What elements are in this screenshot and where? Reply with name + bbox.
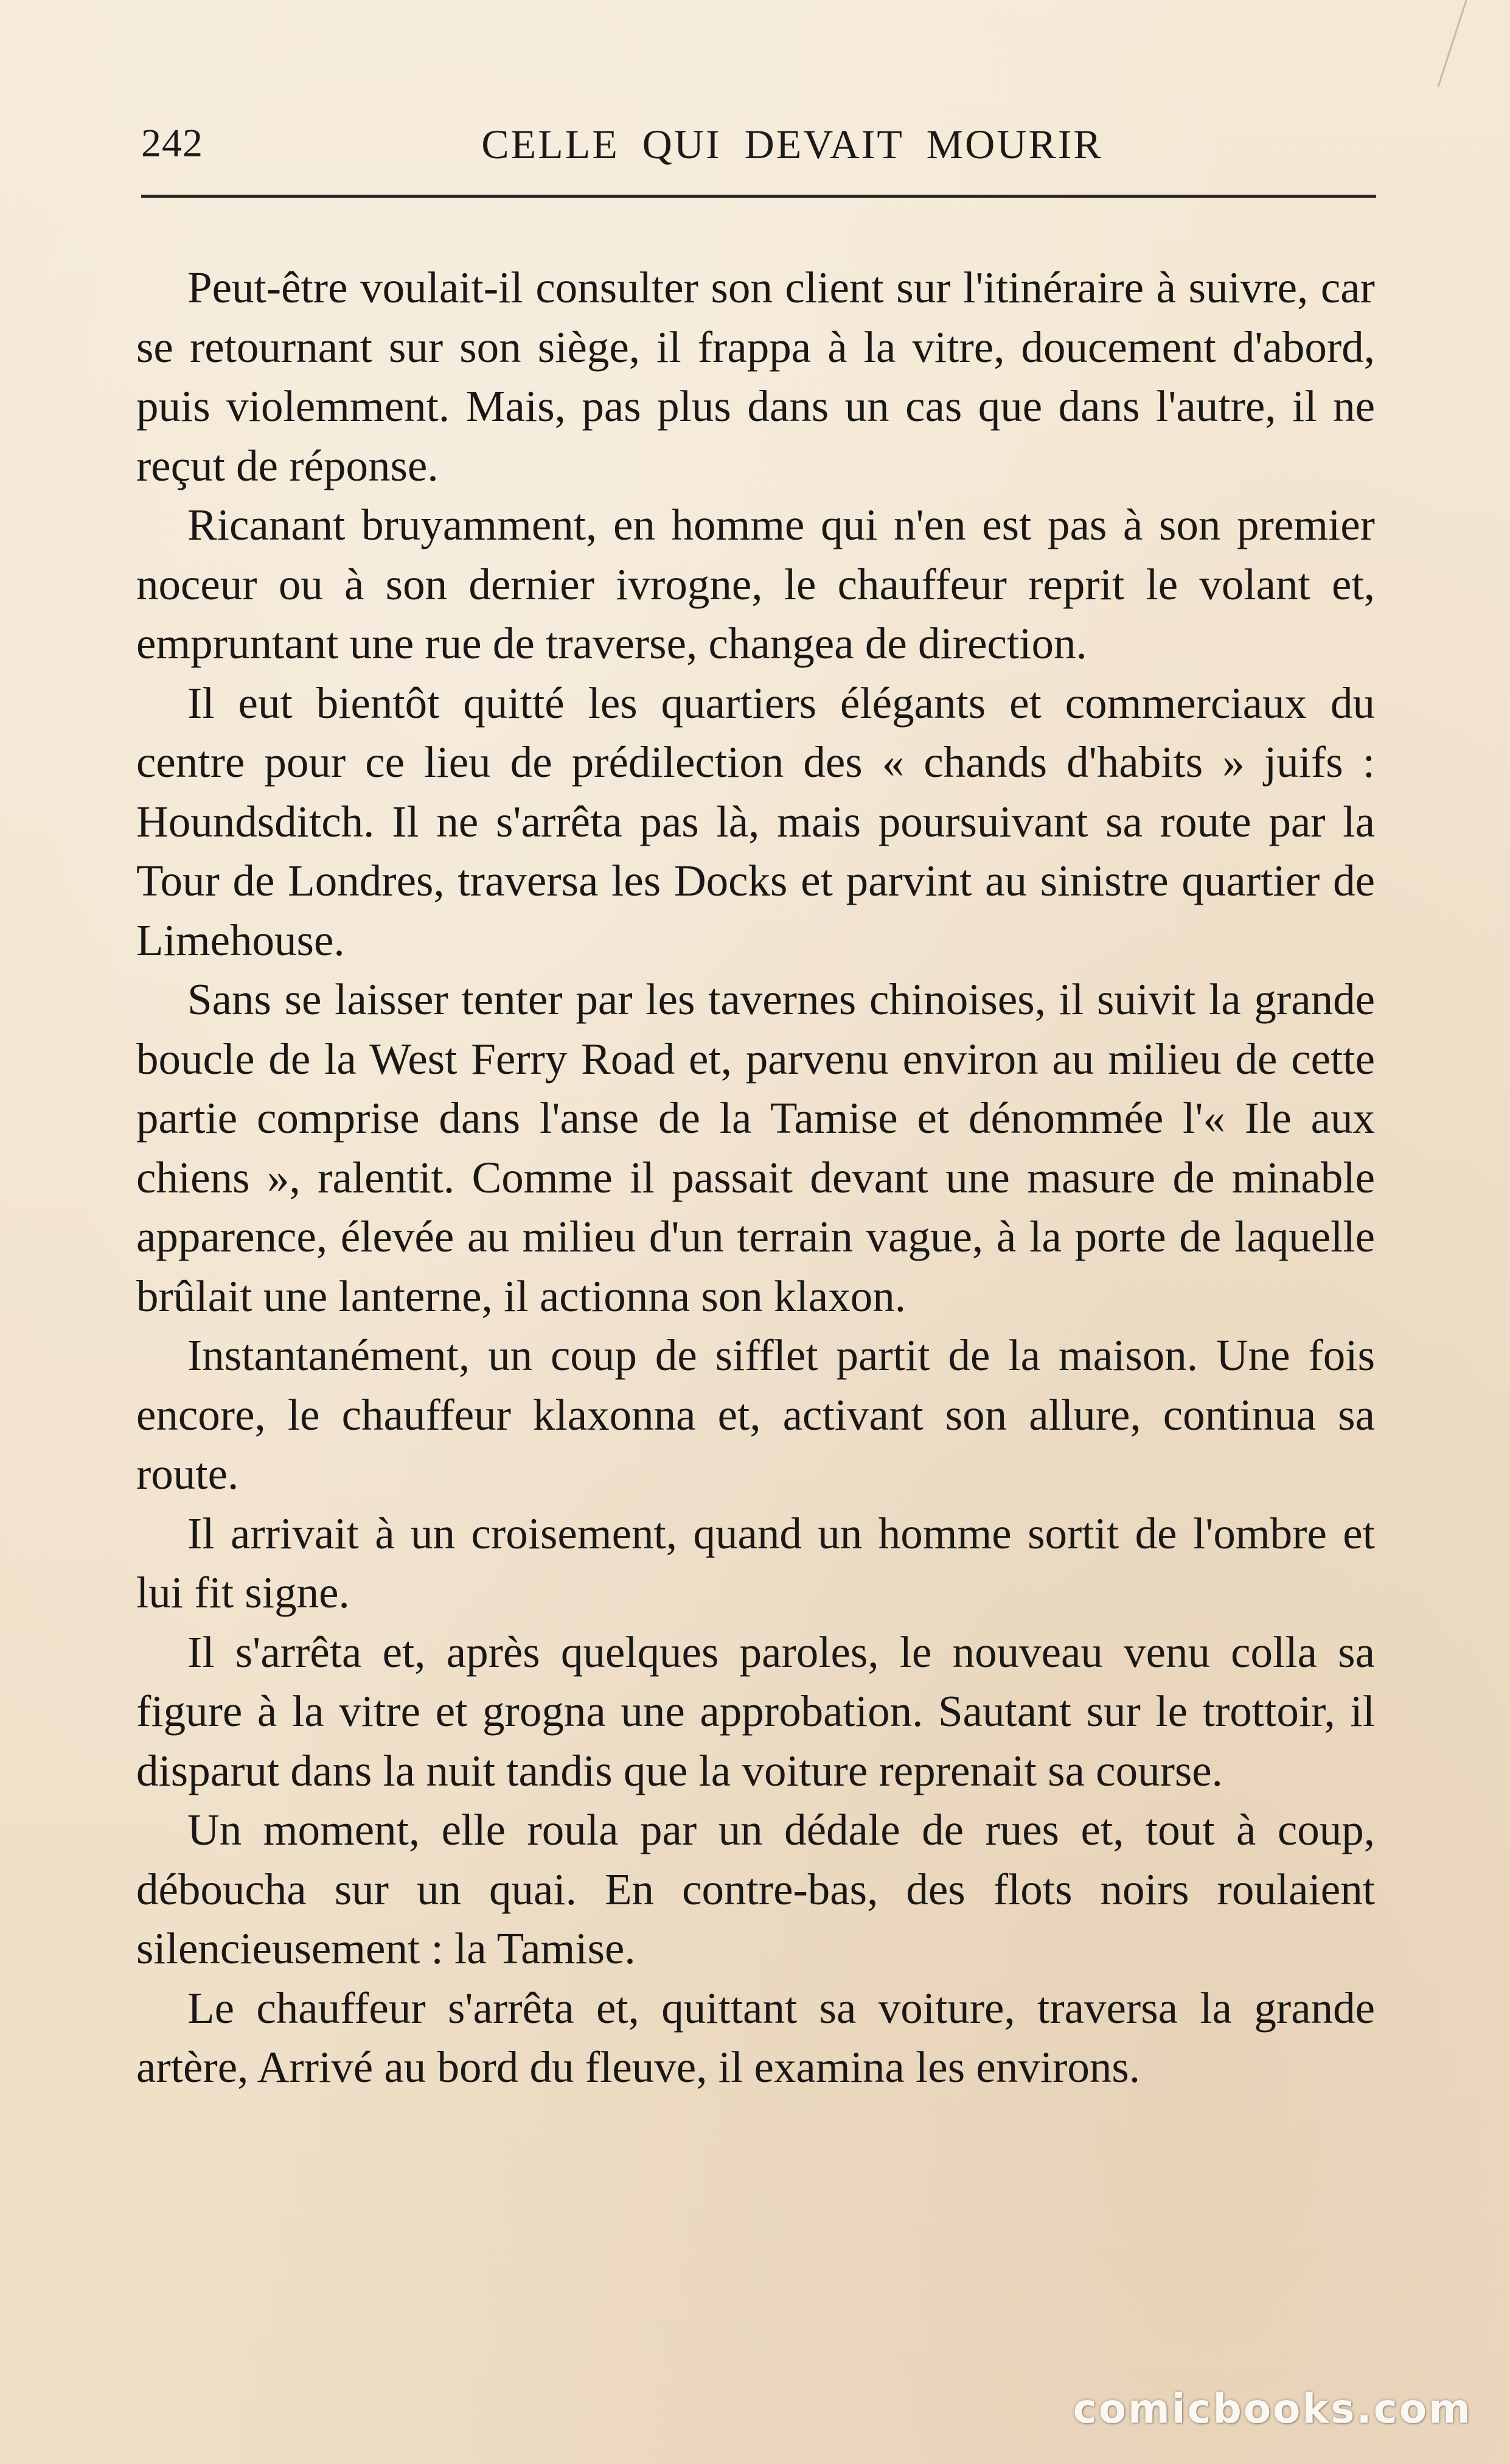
- paragraph: Il arrivait à un croisement, quand un homme sortit de l'ombre et lui fit signe.: [136, 1508, 1375, 1617]
- paragraph: Le chauffeur s'arrêta et, quittant sa voiture, traversa la grande artère, Arrivé au bord du fleuve, il examina les environs.: [136, 1983, 1375, 2092]
- paragraph: Il eut bientôt quitté les quartiers élégants et commerciaux du centre pour ce lieu de prédilection des « chands d'habits » juifs : Houndsditch. Il ne s'arrêta pas là, mais poursuivant sa route par la Tour de Londres, traversa les Docks et parvint au sinistre quartier de Limehouse.: [136, 678, 1375, 965]
- header-rule: [141, 195, 1376, 198]
- body-text: [136, 258, 1375, 2097]
- paragraph: Peut-être voulait-il consulter son client sur l'itinéraire à suivre, car se retournant sur son siège, il frappa à la vitre, doucement d'abord, puis violemment. Mais, pas plus dans un cas que dans l'autre, il ne reçut de réponse.: [136, 263, 1375, 490]
- paragraph: Instantanément, un coup de sifflet partit de la maison. Une fois encore, le chauffeur klaxonna et, activant son allure, continua sa route.: [136, 1331, 1375, 1498]
- page-number: 242: [141, 121, 203, 165]
- paragraph: Ricanant bruyamment, en homme qui n'en est pas à son premier noceur ou à son dernier ivrogne, le chauffeur reprit le volant et, empruntant une rue de traverse, changea de direction.: [136, 500, 1375, 668]
- paragraph: Sans se laisser tenter par les tavernes chinoises, il suivit la grande boucle de la West Ferry Road et, parvenu environ au milieu de cette partie comprise dans l'anse de la Tamise et dénommée l'« Ile aux chiens », ralentit. Comme il passait devant une masure de minable apparence, élevée au milieu d'un terrain vague, à la porte de laquelle brûlait une lanterne, il actionna son klaxon.: [136, 975, 1375, 1321]
- paper-scratch: [1437, 0, 1481, 92]
- watermark-text: comicbooks.com: [1073, 2386, 1472, 2432]
- page-header: [141, 114, 1376, 181]
- paragraph: Il s'arrêta et, après quelques paroles, le nouveau venu colla sa figure à la vitre et grogna une approbation. Sautant sur le trottoir, il disparut dans la nuit tandis que la voiture reprenait sa course.: [136, 1627, 1375, 1795]
- paragraph: Un moment, elle roula par un dédale de rues et, tout à coup, déboucha sur un quai. En contre-bas, des flots noirs roulaient silencieusement : la Tamise.: [136, 1805, 1375, 1973]
- running-title: CELLE QUI DEVAIT MOURIR: [481, 121, 1103, 167]
